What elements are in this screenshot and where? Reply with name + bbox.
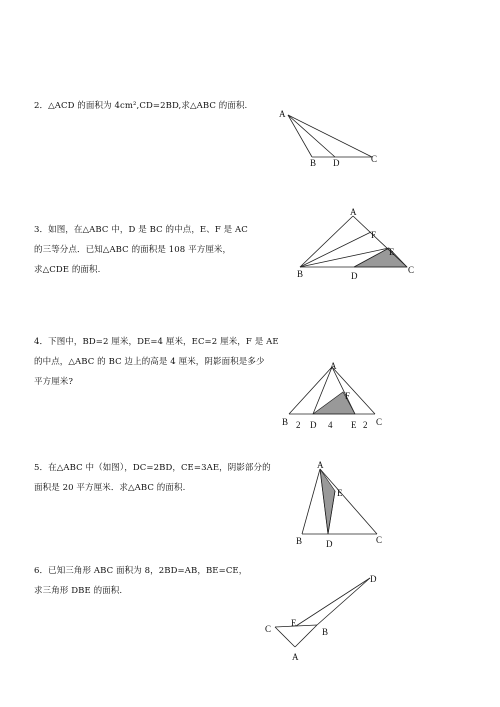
problem-line: 3．如图，在△ABC 中，D 是 BC 的中点，E、F 是 AC — [34, 225, 248, 235]
label-b: B — [322, 627, 329, 637]
label-f: F — [371, 230, 377, 240]
label-e: E — [351, 420, 357, 430]
segment-bd — [317, 578, 370, 625]
edge-ab — [302, 469, 320, 534]
label-de-length: 4 — [328, 420, 333, 430]
problem-6-text — [34, 561, 247, 601]
label-c: C — [408, 265, 415, 275]
segment-bf — [300, 232, 371, 267]
problem-3-text — [34, 220, 248, 280]
label-c: C — [265, 624, 272, 634]
problem-4-figure — [275, 355, 405, 435]
label-b: B — [310, 158, 317, 168]
shaded-triangle-ade — [320, 469, 335, 534]
label-d: D — [310, 420, 317, 430]
problem-3-figure — [290, 205, 420, 280]
label-a: A — [317, 460, 324, 470]
problem-line: 求△CDE 的面积. — [34, 265, 101, 275]
label-d: D — [370, 574, 377, 584]
problem-6-figure — [262, 570, 387, 670]
label-e: E — [337, 488, 343, 498]
label-b: B — [282, 417, 289, 427]
label-c: C — [376, 535, 383, 545]
problem-line: 的中点，△ABC 的 BC 边上的高是 4 厘米，阴影面积是多少 — [34, 357, 265, 367]
edge-ab — [295, 625, 317, 647]
shaded-triangle-cde — [354, 248, 407, 267]
problem-line: 的三等分点．已知△ABC 的面积是 108 平方厘米， — [34, 245, 232, 255]
label-d: D — [351, 271, 358, 281]
edge-ab — [300, 216, 353, 267]
label-e: E — [291, 618, 297, 628]
problem-line: 2．△ACD 的面积为 4cm²,CD=2BD,求△ABC 的面积. — [34, 101, 248, 111]
label-bd-length: 2 — [296, 420, 301, 430]
problem-line: 5．在△ABC 中（如图），DC=2BD，CE=3AE，阴影部分的 — [34, 463, 271, 473]
label-a: A — [350, 207, 357, 217]
label-a: A — [330, 361, 337, 371]
label-c: C — [376, 417, 383, 427]
label-b: B — [297, 269, 304, 279]
edge-ca — [275, 627, 295, 647]
problem-line: 4．下图中，BD=2 厘米，DE=4 厘米，EC=2 厘米，F 是 AE — [34, 337, 279, 347]
problem-line: 面积是 20 平方厘米．求△ABC 的面积. — [34, 483, 186, 493]
edge-ad — [288, 115, 335, 157]
label-e: E — [389, 247, 395, 257]
label-b: B — [296, 536, 303, 546]
problem-2-figure — [270, 100, 390, 170]
edge-ac — [288, 115, 372, 157]
label-d: D — [326, 539, 333, 549]
label-f: F — [345, 391, 351, 401]
label-ec-length: 2 — [363, 420, 368, 430]
label-d: D — [333, 158, 340, 168]
problem-line: 求三角形 DBE 的面积. — [34, 586, 123, 596]
label-a: A — [292, 652, 299, 662]
problem-2-text — [34, 96, 247, 116]
problem-4-text — [34, 332, 279, 392]
problem-5-text — [34, 458, 271, 498]
problem-5-figure — [290, 462, 390, 547]
label-a: A — [279, 109, 286, 119]
problem-line: 6．已知三角形 ABC 面积为 8，2BD=AB，BE=CE， — [34, 566, 248, 576]
problem-line: 平方厘米? — [34, 377, 74, 387]
label-c: C — [371, 154, 378, 164]
segment-ed — [296, 578, 370, 626]
